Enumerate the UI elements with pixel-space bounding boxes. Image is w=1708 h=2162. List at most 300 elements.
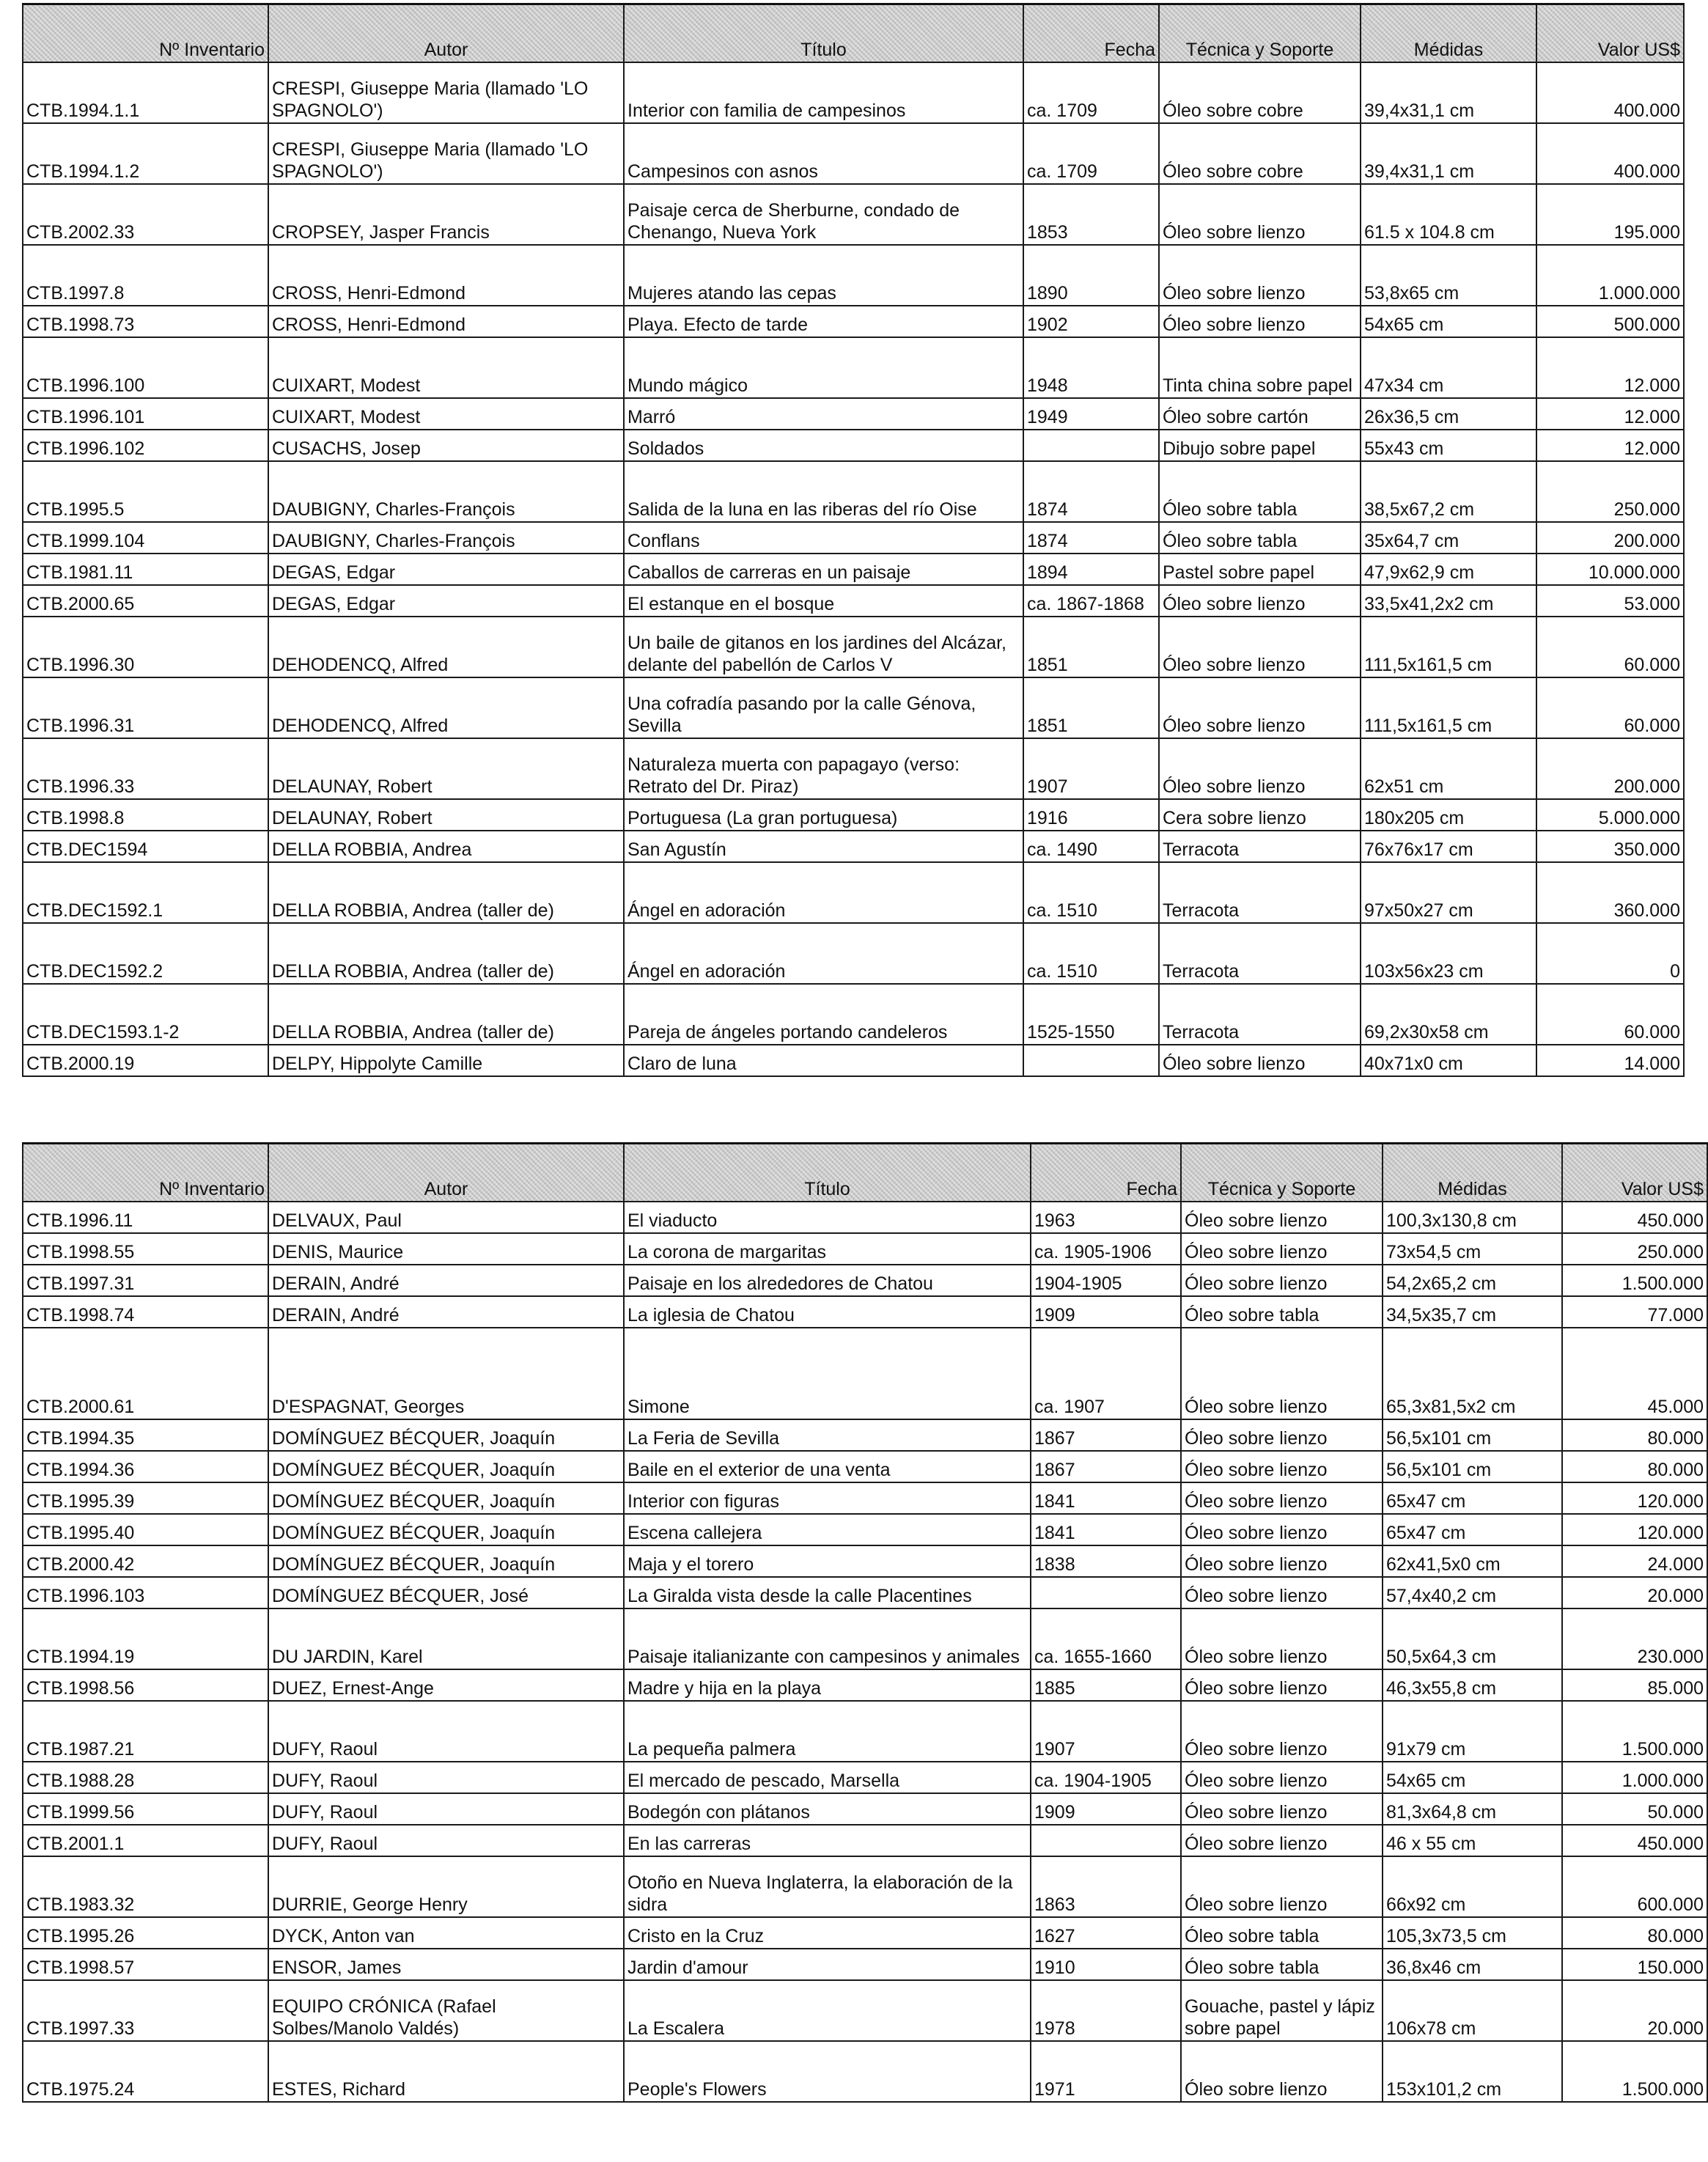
cell-tecnica: Óleo sobre lienzo bbox=[1181, 1577, 1383, 1608]
cell-autor: DERAIN, André bbox=[268, 1296, 624, 1328]
table-row bbox=[23, 1793, 1707, 1825]
header-medidas: Médidas bbox=[1383, 1144, 1562, 1202]
table-row bbox=[23, 1701, 1707, 1762]
cell-fecha: 1963 bbox=[1031, 1202, 1181, 1233]
cell-autor: DELLA ROBBIA, Andrea (taller de) bbox=[268, 862, 624, 923]
table-row bbox=[23, 799, 1684, 831]
cell-tecnica: Dibujo sobre papel bbox=[1159, 430, 1361, 461]
cell-inventario: CTB.1994.19 bbox=[23, 1608, 268, 1669]
cell-fecha: 1910 bbox=[1031, 1949, 1181, 1980]
table-row bbox=[23, 1669, 1707, 1701]
cell-tecnica: Óleo sobre lienzo bbox=[1181, 1451, 1383, 1482]
cell-autor: DUFY, Raoul bbox=[268, 1825, 624, 1856]
cell-medidas: 111,5x161,5 cm bbox=[1361, 617, 1536, 677]
cell-tecnica: Óleo sobre lienzo bbox=[1159, 184, 1361, 245]
table-row bbox=[23, 923, 1684, 984]
cell-medidas: 56,5x101 cm bbox=[1383, 1419, 1562, 1451]
cell-autor: ESTES, Richard bbox=[268, 2041, 624, 2102]
cell-valor: 150.000 bbox=[1562, 1949, 1707, 1980]
table-row bbox=[23, 1265, 1707, 1296]
cell-fecha: ca. 1904-1905 bbox=[1031, 1762, 1181, 1793]
cell-inventario: CTB.1999.56 bbox=[23, 1793, 268, 1825]
header-medidas: Médidas bbox=[1361, 4, 1536, 63]
cell-valor: 400.000 bbox=[1536, 123, 1684, 184]
cell-autor: DOMÍNGUEZ BÉCQUER, Joaquín bbox=[268, 1514, 624, 1545]
cell-titulo: People's Flowers bbox=[624, 2041, 1031, 2102]
cell-medidas: 105,3x73,5 cm bbox=[1383, 1917, 1562, 1949]
cell-medidas: 39,4x31,1 cm bbox=[1361, 62, 1536, 123]
cell-titulo: Un baile de gitanos en los jardines del Alcázar, delante del pabellón de Carlos V bbox=[624, 617, 1023, 677]
cell-inventario: CTB.1994.35 bbox=[23, 1419, 268, 1451]
cell-valor: 53.000 bbox=[1536, 585, 1684, 617]
cell-valor: 60.000 bbox=[1536, 984, 1684, 1045]
cell-medidas: 54,2x65,2 cm bbox=[1383, 1265, 1562, 1296]
cell-valor: 230.000 bbox=[1562, 1608, 1707, 1669]
cell-medidas: 69,2x30x58 cm bbox=[1361, 984, 1536, 1045]
cell-tecnica: Tinta china sobre papel bbox=[1159, 337, 1361, 398]
table-row bbox=[23, 585, 1684, 617]
cell-autor: DELAUNAY, Robert bbox=[268, 799, 624, 831]
cell-fecha: 1902 bbox=[1023, 306, 1159, 337]
table-row bbox=[23, 1202, 1707, 1233]
cell-titulo: Playa. Efecto de tarde bbox=[624, 306, 1023, 337]
cell-medidas: 66x92 cm bbox=[1383, 1856, 1562, 1917]
table-row bbox=[23, 1045, 1684, 1076]
cell-tecnica: Gouache, pastel y lápiz sobre papel bbox=[1181, 1980, 1383, 2041]
cell-inventario: CTB.1988.28 bbox=[23, 1762, 268, 1793]
cell-valor: 24.000 bbox=[1562, 1545, 1707, 1577]
cell-titulo: Otoño en Nueva Inglaterra, la elaboración de la sidra bbox=[624, 1856, 1031, 1917]
header-inventario: Nº Inventario bbox=[23, 4, 268, 63]
cell-inventario: CTB.2000.65 bbox=[23, 585, 268, 617]
cell-valor: 80.000 bbox=[1562, 1419, 1707, 1451]
cell-titulo: Pareja de ángeles portando candeleros bbox=[624, 984, 1023, 1045]
header-autor: Autor bbox=[268, 1144, 624, 1202]
cell-medidas: 61.5 x 104.8 cm bbox=[1361, 184, 1536, 245]
cell-tecnica: Óleo sobre cartón bbox=[1159, 398, 1361, 430]
cell-inventario: CTB.1975.24 bbox=[23, 2041, 268, 2102]
cell-valor: 60.000 bbox=[1536, 617, 1684, 677]
table-row bbox=[23, 1419, 1707, 1451]
cell-tecnica: Terracota bbox=[1159, 862, 1361, 923]
table-body bbox=[23, 1202, 1707, 2102]
cell-valor: 350.000 bbox=[1536, 831, 1684, 862]
cell-valor: 50.000 bbox=[1562, 1793, 1707, 1825]
table-row bbox=[23, 984, 1684, 1045]
cell-tecnica: Óleo sobre cobre bbox=[1159, 123, 1361, 184]
cell-tecnica: Óleo sobre lienzo bbox=[1181, 1701, 1383, 1762]
cell-titulo: Caballos de carreras en un paisaje bbox=[624, 554, 1023, 585]
cell-inventario: CTB.1998.8 bbox=[23, 799, 268, 831]
cell-valor: 77.000 bbox=[1562, 1296, 1707, 1328]
cell-fecha: 1904-1905 bbox=[1031, 1265, 1181, 1296]
cell-inventario: CTB.2001.1 bbox=[23, 1825, 268, 1856]
cell-titulo: Escena callejera bbox=[624, 1514, 1031, 1545]
cell-tecnica: Óleo sobre lienzo bbox=[1159, 1045, 1361, 1076]
cell-tecnica: Óleo sobre lienzo bbox=[1181, 1669, 1383, 1701]
cell-autor: CUIXART, Modest bbox=[268, 337, 624, 398]
cell-inventario: CTB.1995.5 bbox=[23, 461, 268, 522]
cell-valor: 120.000 bbox=[1562, 1514, 1707, 1545]
cell-fecha: 1525-1550 bbox=[1023, 984, 1159, 1045]
header-inventario: Nº Inventario bbox=[23, 1144, 268, 1202]
table-row bbox=[23, 738, 1684, 799]
cell-fecha: ca. 1655-1660 bbox=[1031, 1608, 1181, 1669]
cell-fecha bbox=[1031, 1577, 1181, 1608]
cell-fecha: 1894 bbox=[1023, 554, 1159, 585]
cell-medidas: 53,8x65 cm bbox=[1361, 245, 1536, 306]
cell-valor: 120.000 bbox=[1562, 1482, 1707, 1514]
cell-medidas: 111,5x161,5 cm bbox=[1361, 677, 1536, 738]
cell-medidas: 46 x 55 cm bbox=[1383, 1825, 1562, 1856]
cell-titulo: Interior con familia de campesinos bbox=[624, 62, 1023, 123]
table-row bbox=[23, 245, 1684, 306]
cell-tecnica: Óleo sobre lienzo bbox=[1181, 1762, 1383, 1793]
header-fecha: Fecha bbox=[1023, 4, 1159, 63]
cell-valor: 250.000 bbox=[1536, 461, 1684, 522]
cell-valor: 12.000 bbox=[1536, 398, 1684, 430]
cell-tecnica: Óleo sobre tabla bbox=[1181, 1949, 1383, 1980]
inventory-table-1 bbox=[22, 3, 1685, 1077]
cell-fecha: 1948 bbox=[1023, 337, 1159, 398]
cell-autor: DOMÍNGUEZ BÉCQUER, Joaquín bbox=[268, 1419, 624, 1451]
cell-medidas: 39,4x31,1 cm bbox=[1361, 123, 1536, 184]
cell-tecnica: Óleo sobre lienzo bbox=[1181, 1265, 1383, 1296]
cell-titulo: Simone bbox=[624, 1328, 1031, 1419]
header-tecnica: Técnica y Soporte bbox=[1159, 4, 1361, 63]
table-row bbox=[23, 1608, 1707, 1669]
cell-autor: CROSS, Henri-Edmond bbox=[268, 306, 624, 337]
cell-medidas: 65x47 cm bbox=[1383, 1514, 1562, 1545]
header-row bbox=[23, 1144, 1707, 1202]
cell-medidas: 180x205 cm bbox=[1361, 799, 1536, 831]
cell-fecha: 1916 bbox=[1023, 799, 1159, 831]
cell-tecnica: Óleo sobre cobre bbox=[1159, 62, 1361, 123]
cell-inventario: CTB.1998.73 bbox=[23, 306, 268, 337]
cell-titulo: Cristo en la Cruz bbox=[624, 1917, 1031, 1949]
cell-autor: DU JARDIN, Karel bbox=[268, 1608, 624, 1669]
cell-medidas: 34,5x35,7 cm bbox=[1383, 1296, 1562, 1328]
cell-tecnica: Óleo sobre lienzo bbox=[1181, 2041, 1383, 2102]
cell-titulo: Paisaje italianizante con campesinos y animales bbox=[624, 1608, 1031, 1669]
cell-inventario: CTB.2002.33 bbox=[23, 184, 268, 245]
cell-medidas: 50,5x64,3 cm bbox=[1383, 1608, 1562, 1669]
cell-medidas: 103x56x23 cm bbox=[1361, 923, 1536, 984]
table-row bbox=[23, 1949, 1707, 1980]
cell-inventario: CTB.1994.36 bbox=[23, 1451, 268, 1482]
cell-medidas: 47x34 cm bbox=[1361, 337, 1536, 398]
cell-fecha: 1874 bbox=[1023, 522, 1159, 554]
cell-medidas: 26x36,5 cm bbox=[1361, 398, 1536, 430]
cell-inventario: CTB.1996.11 bbox=[23, 1202, 268, 1233]
cell-medidas: 57,4x40,2 cm bbox=[1383, 1577, 1562, 1608]
cell-fecha: 1867 bbox=[1031, 1451, 1181, 1482]
cell-fecha: 1863 bbox=[1031, 1856, 1181, 1917]
cell-titulo: Madre y hija en la playa bbox=[624, 1669, 1031, 1701]
cell-medidas: 106x78 cm bbox=[1383, 1980, 1562, 2041]
cell-tecnica: Óleo sobre lienzo bbox=[1181, 1233, 1383, 1265]
cell-medidas: 54x65 cm bbox=[1383, 1762, 1562, 1793]
cell-medidas: 91x79 cm bbox=[1383, 1701, 1562, 1762]
cell-fecha: 1907 bbox=[1023, 738, 1159, 799]
cell-valor: 450.000 bbox=[1562, 1825, 1707, 1856]
cell-tecnica: Óleo sobre lienzo bbox=[1159, 738, 1361, 799]
table-row bbox=[23, 1233, 1707, 1265]
cell-titulo: Ángel en adoración bbox=[624, 923, 1023, 984]
cell-valor: 600.000 bbox=[1562, 1856, 1707, 1917]
cell-medidas: 54x65 cm bbox=[1361, 306, 1536, 337]
cell-medidas: 46,3x55,8 cm bbox=[1383, 1669, 1562, 1701]
cell-valor: 400.000 bbox=[1536, 62, 1684, 123]
header-valor: Valor US$ bbox=[1562, 1144, 1707, 1202]
cell-autor: DELVAUX, Paul bbox=[268, 1202, 624, 1233]
cell-autor: DELLA ROBBIA, Andrea bbox=[268, 831, 624, 862]
cell-medidas: 35x64,7 cm bbox=[1361, 522, 1536, 554]
cell-titulo: Portuguesa (La gran portuguesa) bbox=[624, 799, 1023, 831]
table-body bbox=[23, 62, 1684, 1076]
table-row bbox=[23, 2041, 1707, 2102]
cell-autor: DOMÍNGUEZ BÉCQUER, Joaquín bbox=[268, 1482, 624, 1514]
header-tecnica: Técnica y Soporte bbox=[1181, 1144, 1383, 1202]
cell-valor: 195.000 bbox=[1536, 184, 1684, 245]
cell-autor: CROSS, Henri-Edmond bbox=[268, 245, 624, 306]
cell-tecnica: Terracota bbox=[1159, 923, 1361, 984]
cell-medidas: 38,5x67,2 cm bbox=[1361, 461, 1536, 522]
cell-medidas: 47,9x62,9 cm bbox=[1361, 554, 1536, 585]
cell-valor: 20.000 bbox=[1562, 1980, 1707, 2041]
cell-tecnica: Óleo sobre tabla bbox=[1181, 1917, 1383, 1949]
cell-titulo: Maja y el torero bbox=[624, 1545, 1031, 1577]
cell-inventario: CTB.DEC1592.1 bbox=[23, 862, 268, 923]
cell-autor: DOMÍNGUEZ BÉCQUER, Joaquín bbox=[268, 1545, 624, 1577]
cell-tecnica: Óleo sobre lienzo bbox=[1159, 245, 1361, 306]
cell-titulo: Paisaje en los alrededores de Chatou bbox=[624, 1265, 1031, 1296]
cell-fecha: 1851 bbox=[1023, 617, 1159, 677]
cell-tecnica: Óleo sobre lienzo bbox=[1159, 585, 1361, 617]
cell-valor: 5.000.000 bbox=[1536, 799, 1684, 831]
table-row bbox=[23, 123, 1684, 184]
cell-titulo: Baile en el exterior de una venta bbox=[624, 1451, 1031, 1482]
cell-inventario: CTB.1995.39 bbox=[23, 1482, 268, 1514]
cell-fecha: 1627 bbox=[1031, 1917, 1181, 1949]
table-row bbox=[23, 1856, 1707, 1917]
cell-inventario: CTB.1998.74 bbox=[23, 1296, 268, 1328]
cell-autor: DUFY, Raoul bbox=[268, 1762, 624, 1793]
table-row bbox=[23, 522, 1684, 554]
cell-autor: DEHODENCQ, Alfred bbox=[268, 617, 624, 677]
cell-fecha: 1838 bbox=[1031, 1545, 1181, 1577]
cell-inventario: CTB.1983.32 bbox=[23, 1856, 268, 1917]
table-row bbox=[23, 337, 1684, 398]
cell-autor: EQUIPO CRÓNICA (Rafael Solbes/Manolo Valdés) bbox=[268, 1980, 624, 2041]
cell-valor: 85.000 bbox=[1562, 1669, 1707, 1701]
cell-medidas: 62x51 cm bbox=[1361, 738, 1536, 799]
cell-medidas: 76x76x17 cm bbox=[1361, 831, 1536, 862]
cell-tecnica: Cera sobre lienzo bbox=[1159, 799, 1361, 831]
header-fecha: Fecha bbox=[1031, 1144, 1181, 1202]
cell-titulo: Conflans bbox=[624, 522, 1023, 554]
cell-titulo: La Escalera bbox=[624, 1980, 1031, 2041]
cell-autor: DERAIN, André bbox=[268, 1265, 624, 1296]
cell-valor: 0 bbox=[1536, 923, 1684, 984]
cell-valor: 1.000.000 bbox=[1562, 1762, 1707, 1793]
header-valor: Valor US$ bbox=[1536, 4, 1684, 63]
table-row bbox=[23, 62, 1684, 123]
cell-titulo: Naturaleza muerta con papagayo (verso: Retrato del Dr. Piraz) bbox=[624, 738, 1023, 799]
table-row bbox=[23, 1451, 1707, 1482]
cell-autor: DAUBIGNY, Charles-François bbox=[268, 461, 624, 522]
cell-autor: DELPY, Hippolyte Camille bbox=[268, 1045, 624, 1076]
cell-fecha: 1853 bbox=[1023, 184, 1159, 245]
cell-medidas: 97x50x27 cm bbox=[1361, 862, 1536, 923]
cell-fecha: ca. 1490 bbox=[1023, 831, 1159, 862]
cell-tecnica: Óleo sobre lienzo bbox=[1181, 1419, 1383, 1451]
table-row bbox=[23, 461, 1684, 522]
cell-medidas: 73x54,5 cm bbox=[1383, 1233, 1562, 1265]
cell-fecha bbox=[1023, 430, 1159, 461]
cell-inventario: CTB.1995.40 bbox=[23, 1514, 268, 1545]
cell-medidas: 56,5x101 cm bbox=[1383, 1451, 1562, 1482]
cell-autor: DELLA ROBBIA, Andrea (taller de) bbox=[268, 984, 624, 1045]
cell-tecnica: Óleo sobre lienzo bbox=[1159, 677, 1361, 738]
cell-autor: CRESPI, Giuseppe Maria (llamado 'LO SPAGNOLO') bbox=[268, 62, 624, 123]
cell-valor: 20.000 bbox=[1562, 1577, 1707, 1608]
cell-tecnica: Óleo sobre lienzo bbox=[1181, 1825, 1383, 1856]
table-row bbox=[23, 617, 1684, 677]
cell-titulo: Mundo mágico bbox=[624, 337, 1023, 398]
cell-tecnica: Óleo sobre lienzo bbox=[1159, 306, 1361, 337]
cell-titulo: San Agustín bbox=[624, 831, 1023, 862]
cell-tecnica: Óleo sobre lienzo bbox=[1181, 1202, 1383, 1233]
cell-titulo: En las carreras bbox=[624, 1825, 1031, 1856]
cell-fecha: ca. 1905-1906 bbox=[1031, 1233, 1181, 1265]
cell-inventario: CTB.1987.21 bbox=[23, 1701, 268, 1762]
cell-autor: DOMÍNGUEZ BÉCQUER, Joaquín bbox=[268, 1451, 624, 1482]
table-row bbox=[23, 430, 1684, 461]
cell-fecha: ca. 1510 bbox=[1023, 862, 1159, 923]
cell-autor: DUEZ, Ernest-Ange bbox=[268, 1669, 624, 1701]
cell-titulo: Una cofradía pasando por la calle Génova, Sevilla bbox=[624, 677, 1023, 738]
table-row bbox=[23, 1917, 1707, 1949]
cell-tecnica: Terracota bbox=[1159, 984, 1361, 1045]
cell-titulo: Jardin d'amour bbox=[624, 1949, 1031, 1980]
cell-titulo: Salida de la luna en las riberas del río Oise bbox=[624, 461, 1023, 522]
cell-autor: DOMÍNGUEZ BÉCQUER, José bbox=[268, 1577, 624, 1608]
cell-tecnica: Óleo sobre lienzo bbox=[1181, 1856, 1383, 1917]
table-row bbox=[23, 1296, 1707, 1328]
cell-autor: DEHODENCQ, Alfred bbox=[268, 677, 624, 738]
table-row bbox=[23, 306, 1684, 337]
cell-valor: 200.000 bbox=[1536, 522, 1684, 554]
cell-inventario: CTB.1996.33 bbox=[23, 738, 268, 799]
cell-inventario: CTB.1996.101 bbox=[23, 398, 268, 430]
cell-inventario: CTB.2000.19 bbox=[23, 1045, 268, 1076]
cell-titulo: La corona de margaritas bbox=[624, 1233, 1031, 1265]
cell-tecnica: Óleo sobre lienzo bbox=[1181, 1328, 1383, 1419]
cell-tecnica: Óleo sobre lienzo bbox=[1181, 1482, 1383, 1514]
cell-tecnica: Óleo sobre lienzo bbox=[1181, 1545, 1383, 1577]
cell-fecha: 1841 bbox=[1031, 1514, 1181, 1545]
cell-autor: DUFY, Raoul bbox=[268, 1701, 624, 1762]
cell-titulo: El estanque en el bosque bbox=[624, 585, 1023, 617]
cell-fecha: 1841 bbox=[1031, 1482, 1181, 1514]
cell-titulo: Paisaje cerca de Sherburne, condado de Chenango, Nueva York bbox=[624, 184, 1023, 245]
cell-autor: CRESPI, Giuseppe Maria (llamado 'LO SPAGNOLO') bbox=[268, 123, 624, 184]
cell-tecnica: Óleo sobre lienzo bbox=[1159, 617, 1361, 677]
cell-inventario: CTB.1994.1.2 bbox=[23, 123, 268, 184]
table-row bbox=[23, 1980, 1707, 2041]
cell-valor: 450.000 bbox=[1562, 1202, 1707, 1233]
table-row bbox=[23, 184, 1684, 245]
cell-inventario: CTB.1998.57 bbox=[23, 1949, 268, 1980]
cell-fecha bbox=[1023, 1045, 1159, 1076]
cell-valor: 1.500.000 bbox=[1562, 2041, 1707, 2102]
cell-tecnica: Terracota bbox=[1159, 831, 1361, 862]
cell-autor: DELAUNAY, Robert bbox=[268, 738, 624, 799]
cell-valor: 1.500.000 bbox=[1562, 1701, 1707, 1762]
cell-titulo: El mercado de pescado, Marsella bbox=[624, 1762, 1031, 1793]
cell-autor: ENSOR, James bbox=[268, 1949, 624, 1980]
cell-valor: 80.000 bbox=[1562, 1917, 1707, 1949]
cell-autor: DENIS, Maurice bbox=[268, 1233, 624, 1265]
cell-fecha: 1890 bbox=[1023, 245, 1159, 306]
cell-inventario: CTB.1997.33 bbox=[23, 1980, 268, 2041]
cell-inventario: CTB.2000.61 bbox=[23, 1328, 268, 1419]
cell-valor: 60.000 bbox=[1536, 677, 1684, 738]
cell-autor: DAUBIGNY, Charles-François bbox=[268, 522, 624, 554]
cell-valor: 10.000.000 bbox=[1536, 554, 1684, 585]
cell-inventario: CTB.2000.42 bbox=[23, 1545, 268, 1577]
cell-titulo: La pequeña palmera bbox=[624, 1701, 1031, 1762]
cell-valor: 200.000 bbox=[1536, 738, 1684, 799]
cell-autor: DUFY, Raoul bbox=[268, 1793, 624, 1825]
cell-valor: 1.000.000 bbox=[1536, 245, 1684, 306]
cell-titulo: La Giralda vista desde la calle Placentines bbox=[624, 1577, 1031, 1608]
cell-fecha: 1867 bbox=[1031, 1419, 1181, 1451]
cell-valor: 500.000 bbox=[1536, 306, 1684, 337]
table-row bbox=[23, 862, 1684, 923]
cell-titulo: Interior con figuras bbox=[624, 1482, 1031, 1514]
cell-inventario: CTB.DEC1594 bbox=[23, 831, 268, 862]
cell-autor: DEGAS, Edgar bbox=[268, 554, 624, 585]
cell-titulo: El viaducto bbox=[624, 1202, 1031, 1233]
cell-inventario: CTB.1995.26 bbox=[23, 1917, 268, 1949]
cell-autor: DURRIE, George Henry bbox=[268, 1856, 624, 1917]
table-row bbox=[23, 831, 1684, 862]
cell-inventario: CTB.1994.1.1 bbox=[23, 62, 268, 123]
cell-inventario: CTB.1998.55 bbox=[23, 1233, 268, 1265]
cell-fecha bbox=[1031, 1825, 1181, 1856]
cell-fecha: ca. 1867-1868 bbox=[1023, 585, 1159, 617]
cell-tecnica: Óleo sobre lienzo bbox=[1181, 1514, 1383, 1545]
cell-medidas: 36,8x46 cm bbox=[1383, 1949, 1562, 1980]
cell-inventario: CTB.1997.31 bbox=[23, 1265, 268, 1296]
cell-fecha: ca. 1510 bbox=[1023, 923, 1159, 984]
cell-valor: 14.000 bbox=[1536, 1045, 1684, 1076]
table-row bbox=[23, 1577, 1707, 1608]
cell-titulo: Claro de luna bbox=[624, 1045, 1023, 1076]
cell-fecha: 1978 bbox=[1031, 1980, 1181, 2041]
table-row bbox=[23, 1762, 1707, 1793]
cell-inventario: CTB.1999.104 bbox=[23, 522, 268, 554]
table-row bbox=[23, 554, 1684, 585]
cell-fecha: 1909 bbox=[1031, 1793, 1181, 1825]
cell-medidas: 100,3x130,8 cm bbox=[1383, 1202, 1562, 1233]
table-row bbox=[23, 1514, 1707, 1545]
cell-valor: 250.000 bbox=[1562, 1233, 1707, 1265]
cell-fecha: 1909 bbox=[1031, 1296, 1181, 1328]
header-titulo: Título bbox=[624, 4, 1023, 63]
